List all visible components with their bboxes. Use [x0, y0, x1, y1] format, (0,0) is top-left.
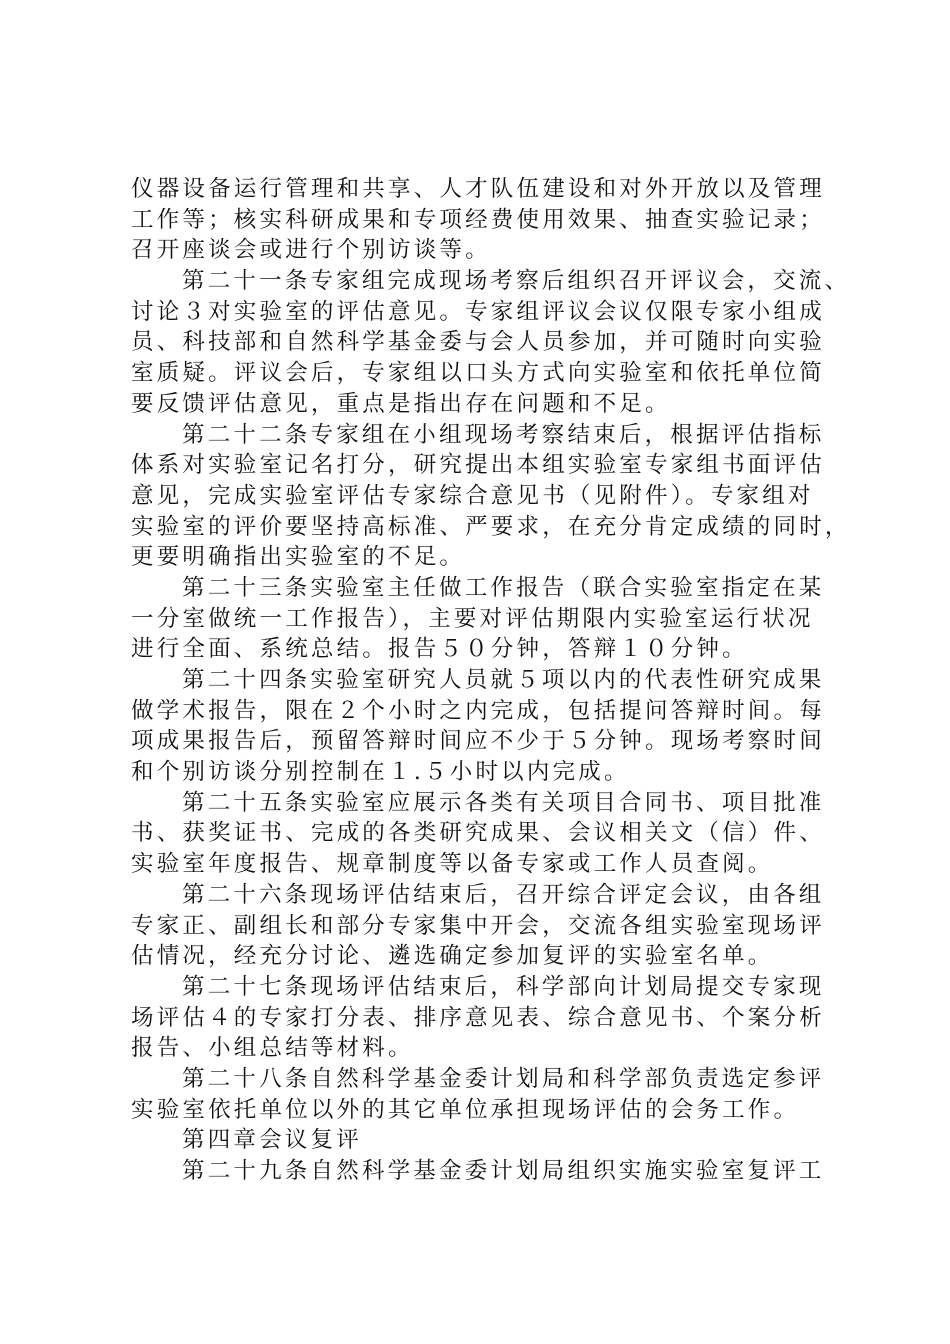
chapter-heading: 第四章会议复评	[182, 1127, 362, 1154]
document-body	[131, 174, 851, 1187]
article-28-line: 第二十八条自然科学基金委计划局和科学部负责选定参评	[182, 1065, 825, 1092]
article-23-line: 第二十三条实验室主任做工作报告（联合实验室指定在某	[182, 574, 825, 601]
text-line: 讨论３对实验室的评估意见。专家组评议会议仅限专家小组成	[131, 298, 825, 325]
text-line: 意见，完成实验室评估专家综合意见书（见附件）。专家组对	[131, 482, 814, 509]
text-line: 报告、小组总结等材料。	[131, 1035, 414, 1062]
article-26-line: 第二十六条现场评估结束后，召开综合评定会议，由各组	[182, 881, 825, 908]
text-line: 书、获奖证书、完成的各类研究成果、会议相关文（信）件、	[131, 820, 825, 847]
text-line: 要反馈评估意见，重点是指出存在问题和不足。	[131, 390, 671, 417]
text-line: 做学术报告，限在２个小时之内完成，包括提问答辩时间。每	[131, 697, 825, 724]
text-line: 项成果报告后，预留答辩时间应不少于５分钟。现场考察时间	[131, 728, 825, 755]
text-line: 进行全面、系统总结。报告５０分钟，答辩１０分钟。	[131, 636, 748, 663]
text-line: 专家正、副组长和部分专家集中开会，交流各组实验室现场评	[131, 912, 825, 939]
text-line: 实验室依托单位以外的其它单位承担现场评估的会务工作。	[131, 1096, 800, 1123]
article-22-line: 第二十二条专家组在小组现场考察结束后，根据评估指标	[182, 421, 825, 448]
text-line: 一分室做统一工作报告），主要对评估期限内实验室运行状况	[131, 605, 814, 632]
article-25-line: 第二十五条实验室应展示各类有关项目合同书、项目批准	[182, 789, 825, 816]
article-27-line: 第二十七条现场评估结束后，科学部向计划局提交专家现	[182, 973, 825, 1000]
article-29-line: 第二十九条自然科学基金委计划局组织实施实验室复评工	[182, 1158, 825, 1184]
text-line: 更要明确指出实验室的不足。	[131, 544, 466, 571]
text-line: 估情况，经充分讨论、遴选确定参加复评的实验室名单。	[131, 943, 774, 970]
text-line: 工作等；核实科研成果和专项经费使用效果、抽查实验记录；	[131, 206, 825, 233]
text-line: 召开座谈会或进行个别访谈等。	[131, 237, 491, 264]
text-line: 室质疑。评议会后，专家组以口头方式向实验室和依托单位简	[131, 360, 825, 387]
text-line: 场评估４的专家打分表、排序意见表、综合意见书、个案分析	[131, 1004, 825, 1031]
text-line: 体系对实验室记名打分，研究提出本组实验室专家组书面评估	[131, 452, 825, 479]
text-line: 实验室的评价要坚持高标准、严要求，在充分肯定成绩的同时，	[131, 513, 851, 540]
text-line: 实验室年度报告、规章制度等以备专家或工作人员查阅。	[131, 851, 774, 878]
text-line: 员、科技部和自然科学基金委与会人员参加，并可随时向实验	[131, 329, 825, 356]
text-line: 仪器设备运行管理和共享、人才队伍建设和对外开放以及管理	[131, 176, 825, 202]
article-21-line: 第二十一条专家组完成现场考察后组织召开评议会，交流、	[182, 268, 851, 295]
article-24-line: 第二十四条实验室研究人员就５项以内的代表性研究成果	[182, 667, 825, 693]
text-line: 和个别访谈分别控制在１.５小时以内完成。	[131, 759, 630, 786]
